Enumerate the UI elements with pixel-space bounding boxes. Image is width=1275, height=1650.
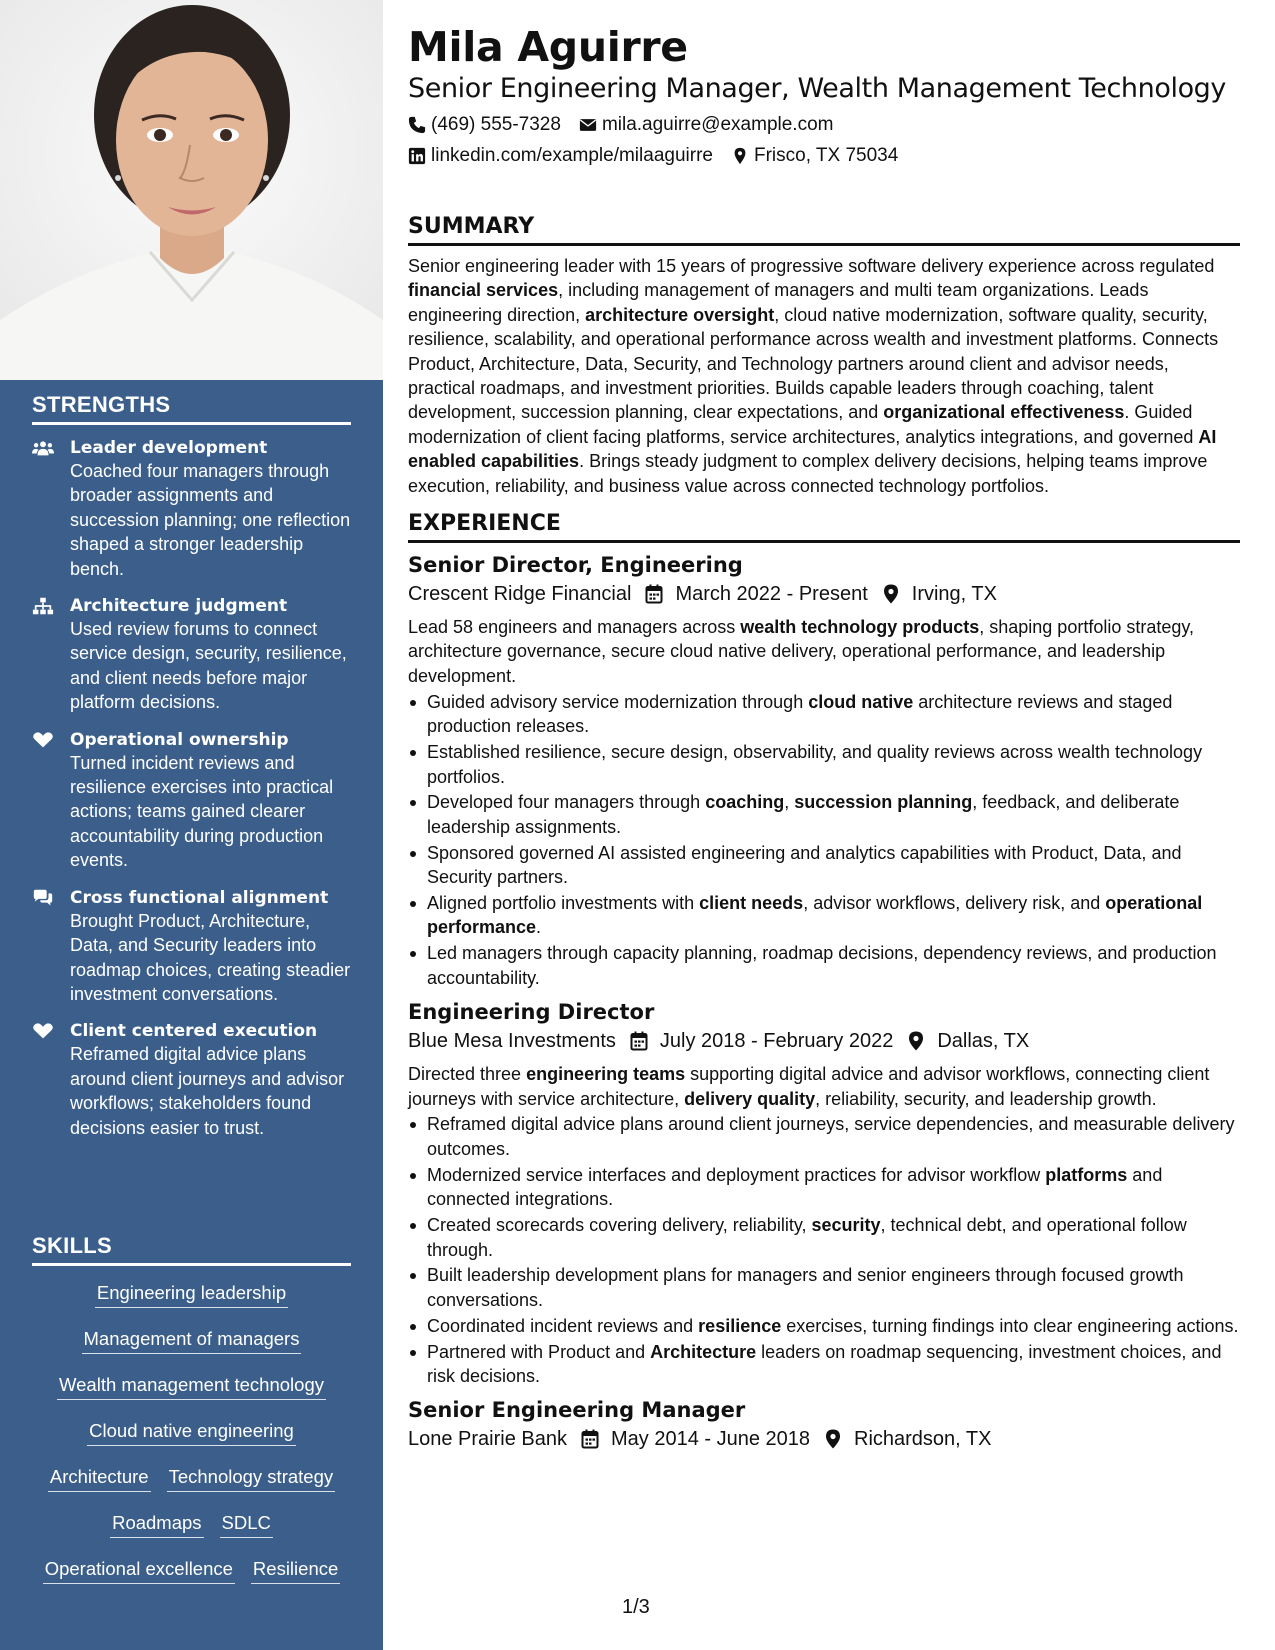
skills-row xyxy=(32,1512,351,1558)
map-pin-icon xyxy=(731,147,749,165)
jobs-list xyxy=(408,551,1240,1454)
job-meta xyxy=(408,1424,1240,1454)
job-dates-text: March 2022 - Present xyxy=(675,583,868,606)
skills-row xyxy=(32,1374,351,1420)
phone-contact[interactable] xyxy=(408,113,561,137)
strength-item xyxy=(32,887,351,1007)
bullet-item: Sponsored governed AI assisted engineering and analytics capabilities with Product, Data, and Security partners. xyxy=(408,841,1240,890)
bold-keyword: platforms xyxy=(1045,1164,1128,1185)
email-contact[interactable] xyxy=(579,113,834,137)
email-text: mila.aguirre@example.com xyxy=(601,114,834,135)
bold-keyword: coaching xyxy=(705,792,785,813)
job-meta xyxy=(408,1026,1240,1056)
bullet-item: Aligned portfolio investments with client needs, advisor workflows, delivery risk, and operational performance. xyxy=(408,891,1240,940)
skills-heading: SKILLS xyxy=(32,1233,351,1266)
skill-tag: Roadmaps xyxy=(110,1512,203,1538)
calendar-icon xyxy=(581,1429,611,1449)
bold-keyword: delivery quality xyxy=(684,1088,816,1109)
skill-tag: Cloud native engineering xyxy=(87,1420,296,1446)
company-name: Lone Prairie Bank xyxy=(408,1428,567,1451)
bold-keyword: AI enabled capabilities xyxy=(408,426,1217,472)
bullet-item: Established resilience, secure design, observability, and quality reviews across wealth technology portfolios. xyxy=(408,740,1240,789)
job-bullets xyxy=(408,690,1240,990)
strength-title: Architecture judgment xyxy=(70,596,288,617)
comments-icon xyxy=(32,889,56,1007)
experience-heading: EXPERIENCE xyxy=(408,510,1240,543)
location-text: Frisco, TX 75034 xyxy=(753,145,899,166)
phone-text: (469) 555-7328 xyxy=(431,114,561,135)
skills-row xyxy=(32,1558,351,1604)
phone-icon xyxy=(408,116,426,134)
summary-text: Senior engineering leader with 15 years of progressive software delivery experience across regulated financial services, including management of managers and multi team organizations. Leads engineering direction, architecture oversight, cloud native modernization, software quality, security, resilience, scalability, and operational performance across wealth and investment platforms. Connects Product, Architecture, Data, Security, and Technology partners around client and advisor needs, practical roadmaps, and investment priorities. Builds capable leaders through coaching, talent development, succession planning, clear expectations, and organizational effectiveness. Guided modernization of client facing platforms, service architectures, analytics integrations, and governed AI enabled capabilities. Brings steady judgment to complex delivery decisions, helping teams improve execution, reliability, and business value across connected technology portfolios. xyxy=(408,256,1219,496)
strength-title: Cross functional alignment xyxy=(70,887,329,908)
job-dates xyxy=(630,1026,893,1056)
skill-tag: Management of managers xyxy=(82,1328,302,1354)
summary-heading: SUMMARY xyxy=(408,213,1240,246)
job-title: Engineering Director xyxy=(408,1000,655,1025)
strength-title: Client centered execution xyxy=(70,1021,318,1042)
experience-section xyxy=(408,510,1240,1454)
strength-item xyxy=(32,729,351,873)
job-summary: Lead 58 engineers and managers across wealth technology products, shaping portfolio strategy, architecture governance, secure cloud native delivery, operational performance, and leadership development. xyxy=(408,617,1195,686)
skill-tag: Resilience xyxy=(251,1558,340,1584)
job-location-text: Richardson, TX xyxy=(854,1428,992,1451)
bold-keyword: organizational effectiveness xyxy=(883,402,1125,423)
company-name: Crescent Ridge Financial xyxy=(408,583,632,606)
sidebar xyxy=(0,0,383,1650)
map-pin-icon xyxy=(907,1031,937,1051)
bullet-item: Led managers through capacity planning, roadmap decisions, dependency reviews, and production accountability. xyxy=(408,941,1240,990)
strengths-list xyxy=(32,437,351,1140)
linkedin-contact[interactable] xyxy=(408,144,713,168)
main-content xyxy=(408,22,1240,1454)
bold-keyword: client needs xyxy=(699,893,804,914)
strength-title: Operational ownership xyxy=(70,729,289,750)
strength-item xyxy=(32,1020,351,1140)
job-dates-text: July 2018 - February 2022 xyxy=(659,1030,894,1053)
bullet-item: Built leadership development plans for managers and senior engineers through focused growth conversations. xyxy=(408,1263,1240,1312)
strength-description: Brought Product, Architecture, Data, and Security leaders into roadmap choices, creating steadier investment conversations. xyxy=(70,910,351,1004)
bullet-item: Guided advisory service modernization through cloud native architecture reviews and staged production releases. xyxy=(408,690,1240,739)
page-number: 1/3 xyxy=(622,1596,650,1618)
strength-title: Leader development xyxy=(70,438,268,458)
map-pin-icon xyxy=(882,584,912,604)
heart-icon xyxy=(32,1022,56,1140)
skills-row xyxy=(32,1282,351,1328)
skills-row xyxy=(32,1420,351,1466)
bold-keyword: architecture oversight xyxy=(585,304,775,325)
candidate-name: Mila Aguirre xyxy=(408,23,688,71)
profile-photo xyxy=(0,0,383,380)
contact-row-2 xyxy=(408,144,1240,168)
bullet-item: Reframed digital advice plans around client journeys, service dependencies, and measurable delivery outcomes. xyxy=(408,1112,1240,1161)
skills-section xyxy=(32,1233,351,1604)
job-location xyxy=(907,1026,1029,1056)
job-bullets xyxy=(408,1112,1240,1388)
summary-section xyxy=(408,213,1240,498)
skill-tag: Operational excellence xyxy=(43,1558,235,1584)
envelope-icon xyxy=(579,116,597,134)
bullet-item: Coordinated incident reviews and resilience exercises, turning findings into clear engineering actions. xyxy=(408,1314,1240,1338)
strength-body xyxy=(70,729,351,873)
bold-keyword: wealth technology products xyxy=(740,617,980,638)
strength-description: Reframed digital advice plans around client journeys and advisor workflows; stakeholders found decisions easier to trust. xyxy=(70,1044,345,1138)
strength-body xyxy=(70,1020,351,1140)
strength-item xyxy=(32,595,351,715)
skill-tag: Architecture xyxy=(48,1466,151,1492)
bold-keyword: resilience xyxy=(698,1315,782,1336)
contact-row-1 xyxy=(408,113,1240,137)
job-entry xyxy=(408,1396,1240,1454)
bold-keyword: Architecture xyxy=(650,1341,757,1362)
job-summary: Directed three engineering teams supporting digital advice and advisor workflows, connecting client journeys with service architecture, delivery quality, reliability, security, and leadership growth. xyxy=(408,1064,1210,1109)
bold-keyword: engineering teams xyxy=(526,1064,686,1085)
skill-tag: Wealth management technology xyxy=(57,1374,326,1400)
strength-description: Used review forums to connect service design, security, resilience, and client needs before major platform decisions. xyxy=(70,619,347,713)
strengths-heading: STRENGTHS xyxy=(32,392,351,425)
skills-list xyxy=(32,1282,351,1604)
strengths-section xyxy=(32,392,351,1154)
company-name: Blue Mesa Investments xyxy=(408,1030,616,1053)
skill-tag: Engineering leadership xyxy=(95,1282,288,1308)
bold-keyword: operational performance xyxy=(427,893,1203,938)
users-icon xyxy=(32,439,56,581)
bullet-item: Created scorecards covering delivery, reliability, security, technical debt, and operational follow through. xyxy=(408,1213,1240,1262)
job-entry xyxy=(408,551,1240,990)
linkedin-text: linkedin.com/example/milaaguirre xyxy=(431,145,713,166)
job-location-text: Irving, TX xyxy=(911,583,997,606)
job-dates-text: May 2014 - June 2018 xyxy=(610,1428,811,1451)
map-pin-icon xyxy=(824,1429,854,1449)
skills-row xyxy=(32,1328,351,1374)
strength-description: Turned incident reviews and resilience exercises into practical actions; teams gained clearer accountability during production events. xyxy=(70,752,334,871)
calendar-icon xyxy=(645,584,675,604)
heart-icon xyxy=(32,731,56,873)
job-location xyxy=(882,579,997,609)
sitemap-icon xyxy=(32,597,56,715)
job-meta xyxy=(408,579,1240,609)
job-location xyxy=(824,1424,991,1454)
strength-item xyxy=(32,437,351,581)
bold-keyword: succession planning xyxy=(794,792,973,813)
job-entry xyxy=(408,998,1240,1388)
location-contact xyxy=(731,144,898,168)
calendar-icon xyxy=(630,1031,660,1051)
job-title: Senior Engineering Manager xyxy=(408,1398,746,1423)
bold-keyword: security xyxy=(811,1215,881,1236)
skill-tag: Technology strategy xyxy=(167,1466,336,1492)
strength-body xyxy=(70,437,351,581)
strength-body xyxy=(70,887,351,1007)
job-dates xyxy=(645,579,867,609)
candidate-title: Senior Engineering Manager, Wealth Management Technology xyxy=(408,73,1227,104)
strength-description: Coached four managers through broader assignments and succession planning; one reflection shaped a stronger leadership bench. xyxy=(70,461,351,579)
job-location-text: Dallas, TX xyxy=(937,1030,1030,1053)
job-dates xyxy=(581,1424,810,1454)
bullet-item: Developed four managers through coaching, succession planning, feedback, and deliberate leadership assignments. xyxy=(408,790,1240,839)
linkedin-icon xyxy=(408,147,426,165)
strength-body xyxy=(70,595,351,715)
bold-keyword: financial services xyxy=(408,280,559,301)
bullet-item: Partnered with Product and Architecture leaders on roadmap sequencing, investment choices, and risk decisions. xyxy=(408,1340,1240,1389)
bold-keyword: cloud native xyxy=(808,691,914,712)
bullet-item: Modernized service interfaces and deployment practices for advisor workflow platforms and connected integrations. xyxy=(408,1163,1240,1212)
job-title: Senior Director, Engineering xyxy=(408,553,743,578)
skill-tag: SDLC xyxy=(220,1512,273,1538)
skills-row xyxy=(32,1466,351,1512)
